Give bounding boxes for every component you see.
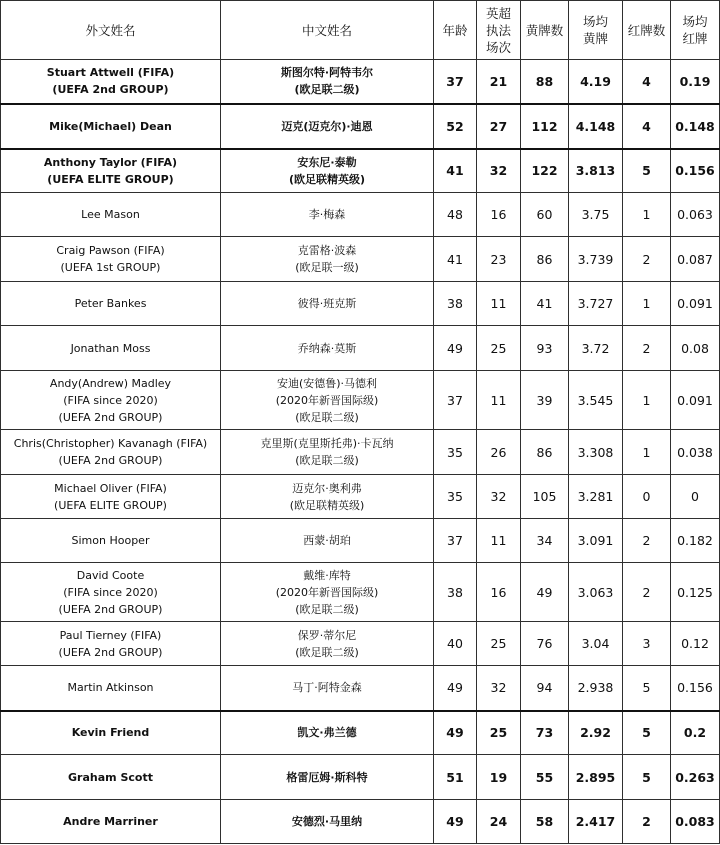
red-avg-cell: 0	[671, 475, 720, 519]
yellow-avg-cell: 3.72	[569, 326, 623, 371]
red-cards-cell: 4	[623, 104, 671, 149]
foreign-name	[1, 755, 221, 800]
red-cards-cell: 1	[623, 430, 671, 475]
chinese-name-line: (欧足联精英级)	[289, 498, 365, 512]
chinese-name	[221, 800, 434, 844]
foreign-name-line: Graham Scott	[68, 770, 153, 784]
age-cell: 49	[434, 711, 477, 755]
table-row	[1, 519, 720, 563]
yellow-cards-cell: 73	[521, 711, 569, 755]
yellow-cards-cell: 55	[521, 755, 569, 800]
chinese-name-line: (欧足联二级)	[295, 645, 359, 659]
foreign-name-line: Paul Tierney (FIFA)	[59, 628, 162, 642]
table-row	[1, 711, 720, 755]
chinese-name	[221, 237, 434, 282]
table-body	[1, 60, 720, 844]
foreign-name	[1, 371, 221, 430]
chinese-name	[221, 149, 434, 193]
chinese-name-line: 安东尼·泰勒	[297, 155, 357, 169]
matches-cell: 16	[477, 563, 521, 622]
chinese-name	[221, 326, 434, 371]
chinese-name-line: 克雷格·波森	[297, 244, 357, 257]
red-cards-cell: 2	[623, 326, 671, 371]
header-text: 中文姓名	[301, 22, 352, 38]
foreign-name	[1, 475, 221, 519]
matches-cell: 11	[477, 371, 521, 430]
chinese-name-line: 西蒙·胡珀	[303, 534, 351, 547]
matches-cell: 25	[477, 711, 521, 755]
red-avg-cell: 0.091	[671, 371, 720, 430]
table-row	[1, 237, 720, 282]
header-text: 外文姓名	[85, 22, 136, 38]
foreign-name-line: Stuart Attwell (FIFA)	[46, 66, 175, 80]
chinese-name	[221, 519, 434, 563]
table-row	[1, 430, 720, 475]
yellow-cards-cell: 86	[521, 237, 569, 282]
foreign-name	[1, 800, 221, 844]
yellow-avg-cell: 3.063	[569, 563, 623, 622]
table-row	[1, 800, 720, 844]
table-row	[1, 666, 720, 711]
foreign-name-line: Michael Oliver (FIFA)	[54, 481, 167, 495]
red-avg-cell: 0.063	[671, 193, 720, 237]
table-row	[1, 371, 720, 430]
red-avg-cell: 0.148	[671, 104, 720, 149]
chinese-name	[221, 666, 434, 711]
header-text: 场均	[682, 14, 708, 29]
chinese-name-line: 乔纳森·莫斯	[297, 341, 357, 355]
chinese-name-line: 安迪(安德鲁)·马德利	[276, 376, 378, 390]
red-cards-cell: 1	[623, 282, 671, 326]
foreign-name-line: (UEFA 2nd GROUP)	[58, 602, 163, 616]
red-cards-cell: 2	[623, 519, 671, 563]
foreign-name-line: Andy(Andrew) Madley	[49, 376, 172, 390]
yellow-avg-cell: 3.739	[569, 237, 623, 282]
header-text: 黄牌数	[525, 22, 564, 38]
header-age	[434, 1, 477, 60]
age-cell: 38	[434, 282, 477, 326]
red-avg-cell: 0.08	[671, 326, 720, 371]
yellow-cards-cell: 58	[521, 800, 569, 844]
age-cell: 37	[434, 371, 477, 430]
chinese-name-line: 斯图尔特·阿特韦尔	[280, 66, 374, 80]
red-avg-cell: 0.083	[671, 800, 720, 844]
yellow-avg-cell: 2.938	[569, 666, 623, 711]
chinese-name	[221, 755, 434, 800]
age-cell: 48	[434, 193, 477, 237]
chinese-name-line: 格雷厄姆·斯科特	[286, 770, 368, 784]
red-avg-cell: 0.156	[671, 666, 720, 711]
header-red-avg	[671, 1, 720, 60]
header-text: 场均	[582, 14, 608, 29]
table-row	[1, 475, 720, 519]
chinese-name-line: 克里斯(克里斯托弗)·卡瓦纳	[260, 437, 394, 450]
foreign-name-line: Kevin Friend	[71, 726, 150, 740]
chinese-name-line: (欧足联精英级)	[288, 172, 366, 186]
age-cell: 37	[434, 60, 477, 104]
yellow-avg-cell: 3.04	[569, 622, 623, 666]
header-matches	[477, 1, 521, 60]
header-row	[1, 1, 720, 60]
red-avg-cell: 0.038	[671, 430, 720, 475]
table-row	[1, 60, 720, 104]
matches-cell: 11	[477, 282, 521, 326]
foreign-name-line: (UEFA ELITE GROUP)	[54, 498, 167, 512]
yellow-avg-cell: 4.148	[569, 104, 623, 149]
chinese-name	[221, 563, 434, 622]
yellow-cards-cell: 93	[521, 326, 569, 371]
foreign-name-line: Jonathan Moss	[70, 341, 151, 355]
matches-cell: 25	[477, 326, 521, 371]
chinese-name-line: 保罗·蒂尔尼	[297, 628, 357, 642]
foreign-name	[1, 326, 221, 371]
age-cell: 49	[434, 800, 477, 844]
yellow-cards-cell: 49	[521, 563, 569, 622]
table-row	[1, 326, 720, 371]
foreign-name	[1, 193, 221, 237]
header-text: 英超	[485, 5, 511, 21]
foreign-name-line: (UEFA ELITE GROUP)	[47, 172, 174, 186]
foreign-name	[1, 563, 221, 622]
matches-cell: 32	[477, 475, 521, 519]
yellow-cards-cell: 60	[521, 193, 569, 237]
foreign-name-line: (UEFA 2nd GROUP)	[58, 645, 163, 659]
red-cards-cell: 5	[623, 666, 671, 711]
yellow-cards-cell: 41	[521, 282, 569, 326]
chinese-name	[221, 711, 434, 755]
header-yellow-avg	[569, 1, 623, 60]
matches-cell: 27	[477, 104, 521, 149]
matches-cell: 11	[477, 519, 521, 563]
red-avg-cell: 0.263	[671, 755, 720, 800]
foreign-name-line: (UEFA 2nd GROUP)	[58, 454, 163, 467]
foreign-name-line: (UEFA 1st GROUP)	[60, 261, 161, 274]
foreign-name	[1, 104, 221, 149]
header-yellow-cards	[521, 1, 569, 60]
matches-cell: 21	[477, 60, 521, 104]
foreign-name-line: (UEFA 2nd GROUP)	[58, 410, 163, 424]
table-row	[1, 563, 720, 622]
foreign-name-line: Chris(Christopher) Kavanagh (FIFA)	[13, 437, 208, 450]
foreign-name-line: Andre Marriner	[63, 815, 158, 828]
header-text: 红牌	[682, 31, 708, 46]
foreign-name-line: (FIFA since 2020)	[63, 585, 158, 599]
header-text: 场次	[485, 39, 511, 55]
red-cards-cell: 5	[623, 149, 671, 193]
foreign-name	[1, 622, 221, 666]
red-cards-cell: 0	[623, 475, 671, 519]
chinese-name-line: 安德烈·马里纳	[291, 815, 363, 828]
red-cards-cell: 1	[623, 371, 671, 430]
table-row	[1, 193, 720, 237]
matches-cell: 26	[477, 430, 521, 475]
red-avg-cell: 0.125	[671, 563, 720, 622]
red-cards-cell: 5	[623, 755, 671, 800]
red-cards-cell: 2	[623, 563, 671, 622]
red-cards-cell: 1	[623, 193, 671, 237]
age-cell: 35	[434, 430, 477, 475]
foreign-name	[1, 666, 221, 711]
yellow-avg-cell: 2.92	[569, 711, 623, 755]
red-cards-cell: 2	[623, 800, 671, 844]
yellow-avg-cell: 4.19	[569, 60, 623, 104]
table-row	[1, 282, 720, 326]
chinese-name-line: 彼得·班克斯	[297, 297, 357, 310]
red-avg-cell: 0.12	[671, 622, 720, 666]
table-row	[1, 622, 720, 666]
chinese-name-line: (欧足联二级)	[295, 602, 359, 616]
foreign-name-line: (FIFA since 2020)	[63, 393, 158, 407]
yellow-cards-cell: 34	[521, 519, 569, 563]
header-red-cards	[623, 1, 671, 60]
yellow-avg-cell: 3.281	[569, 475, 623, 519]
red-cards-cell: 5	[623, 711, 671, 755]
chinese-name-line: (2020年新晋国际级)	[275, 393, 379, 407]
header-foreign-name	[1, 1, 221, 60]
age-cell: 35	[434, 475, 477, 519]
red-cards-cell: 3	[623, 622, 671, 666]
foreign-name	[1, 237, 221, 282]
yellow-cards-cell: 88	[521, 60, 569, 104]
foreign-name	[1, 282, 221, 326]
chinese-name-line: 李·梅森	[308, 208, 346, 221]
red-avg-cell: 0.182	[671, 519, 720, 563]
yellow-cards-cell: 94	[521, 666, 569, 711]
chinese-name-line: 迈克(迈克尔)·迪恩	[281, 119, 373, 133]
yellow-cards-cell: 122	[521, 149, 569, 193]
red-avg-cell: 0.2	[671, 711, 720, 755]
header-text: 年龄	[442, 22, 468, 38]
yellow-avg-cell: 3.813	[569, 149, 623, 193]
header-text: 黄牌	[582, 31, 608, 46]
foreign-name-line: Simon Hooper	[71, 534, 150, 547]
foreign-name	[1, 430, 221, 475]
table-row	[1, 104, 720, 149]
chinese-name	[221, 430, 434, 475]
age-cell: 49	[434, 666, 477, 711]
red-cards-cell: 4	[623, 60, 671, 104]
header-text: 红牌数	[627, 22, 666, 38]
foreign-name-line: David Coote	[76, 568, 145, 582]
chinese-name-line: 迈克尔·奥利弗	[292, 481, 362, 495]
matches-cell: 32	[477, 149, 521, 193]
foreign-name-line: Mike(Michael) Dean	[49, 119, 172, 133]
matches-cell: 23	[477, 237, 521, 282]
yellow-avg-cell: 2.895	[569, 755, 623, 800]
red-avg-cell: 0.156	[671, 149, 720, 193]
chinese-name-line: (欧足联二级)	[295, 410, 359, 424]
matches-cell: 19	[477, 755, 521, 800]
chinese-name	[221, 60, 434, 104]
chinese-name-line: 戴维·库特	[303, 568, 351, 582]
yellow-avg-cell: 3.727	[569, 282, 623, 326]
foreign-name	[1, 60, 221, 104]
chinese-name	[221, 475, 434, 519]
yellow-cards-cell: 39	[521, 371, 569, 430]
age-cell: 49	[434, 326, 477, 371]
age-cell: 40	[434, 622, 477, 666]
yellow-cards-cell: 76	[521, 622, 569, 666]
foreign-name-line: Peter Bankes	[74, 297, 147, 310]
table-row	[1, 149, 720, 193]
foreign-name-line: Martin Atkinson	[67, 681, 154, 695]
age-cell: 41	[434, 149, 477, 193]
chinese-name-line: (欧足联二级)	[295, 454, 359, 467]
chinese-name	[221, 282, 434, 326]
header-text: 执法	[485, 22, 511, 38]
foreign-name-line: (UEFA 2nd GROUP)	[52, 83, 169, 97]
table-row	[1, 755, 720, 800]
yellow-avg-cell: 3.308	[569, 430, 623, 475]
foreign-name	[1, 711, 221, 755]
yellow-cards-cell: 86	[521, 430, 569, 475]
red-cards-cell: 2	[623, 237, 671, 282]
yellow-avg-cell: 3.545	[569, 371, 623, 430]
age-cell: 51	[434, 755, 477, 800]
chinese-name-line: 凯文·弗兰德	[297, 726, 357, 740]
chinese-name	[221, 193, 434, 237]
yellow-avg-cell: 2.417	[569, 800, 623, 844]
foreign-name-line: Anthony Taylor (FIFA)	[43, 155, 178, 169]
red-avg-cell: 0.087	[671, 237, 720, 282]
chinese-name-line: (欧足联一级)	[295, 261, 359, 274]
chinese-name-line: 马丁·阿特金森	[292, 681, 362, 695]
matches-cell: 24	[477, 800, 521, 844]
yellow-avg-cell: 3.75	[569, 193, 623, 237]
header-chinese-name	[221, 1, 434, 60]
foreign-name	[1, 519, 221, 563]
chinese-name	[221, 104, 434, 149]
foreign-name-line: Lee Mason	[81, 208, 140, 221]
matches-cell: 32	[477, 666, 521, 711]
age-cell: 41	[434, 237, 477, 282]
red-avg-cell: 0.19	[671, 60, 720, 104]
foreign-name-line: Craig Pawson (FIFA)	[56, 244, 165, 257]
yellow-cards-cell: 105	[521, 475, 569, 519]
chinese-name	[221, 371, 434, 430]
age-cell: 37	[434, 519, 477, 563]
chinese-name-line: (2020年新晋国际级)	[275, 585, 379, 599]
matches-cell: 25	[477, 622, 521, 666]
yellow-cards-cell: 112	[521, 104, 569, 149]
yellow-avg-cell: 3.091	[569, 519, 623, 563]
red-avg-cell: 0.091	[671, 282, 720, 326]
chinese-name	[221, 622, 434, 666]
matches-cell: 16	[477, 193, 521, 237]
age-cell: 52	[434, 104, 477, 149]
foreign-name	[1, 149, 221, 193]
chinese-name-line: (欧足联二级)	[294, 83, 360, 97]
age-cell: 38	[434, 563, 477, 622]
